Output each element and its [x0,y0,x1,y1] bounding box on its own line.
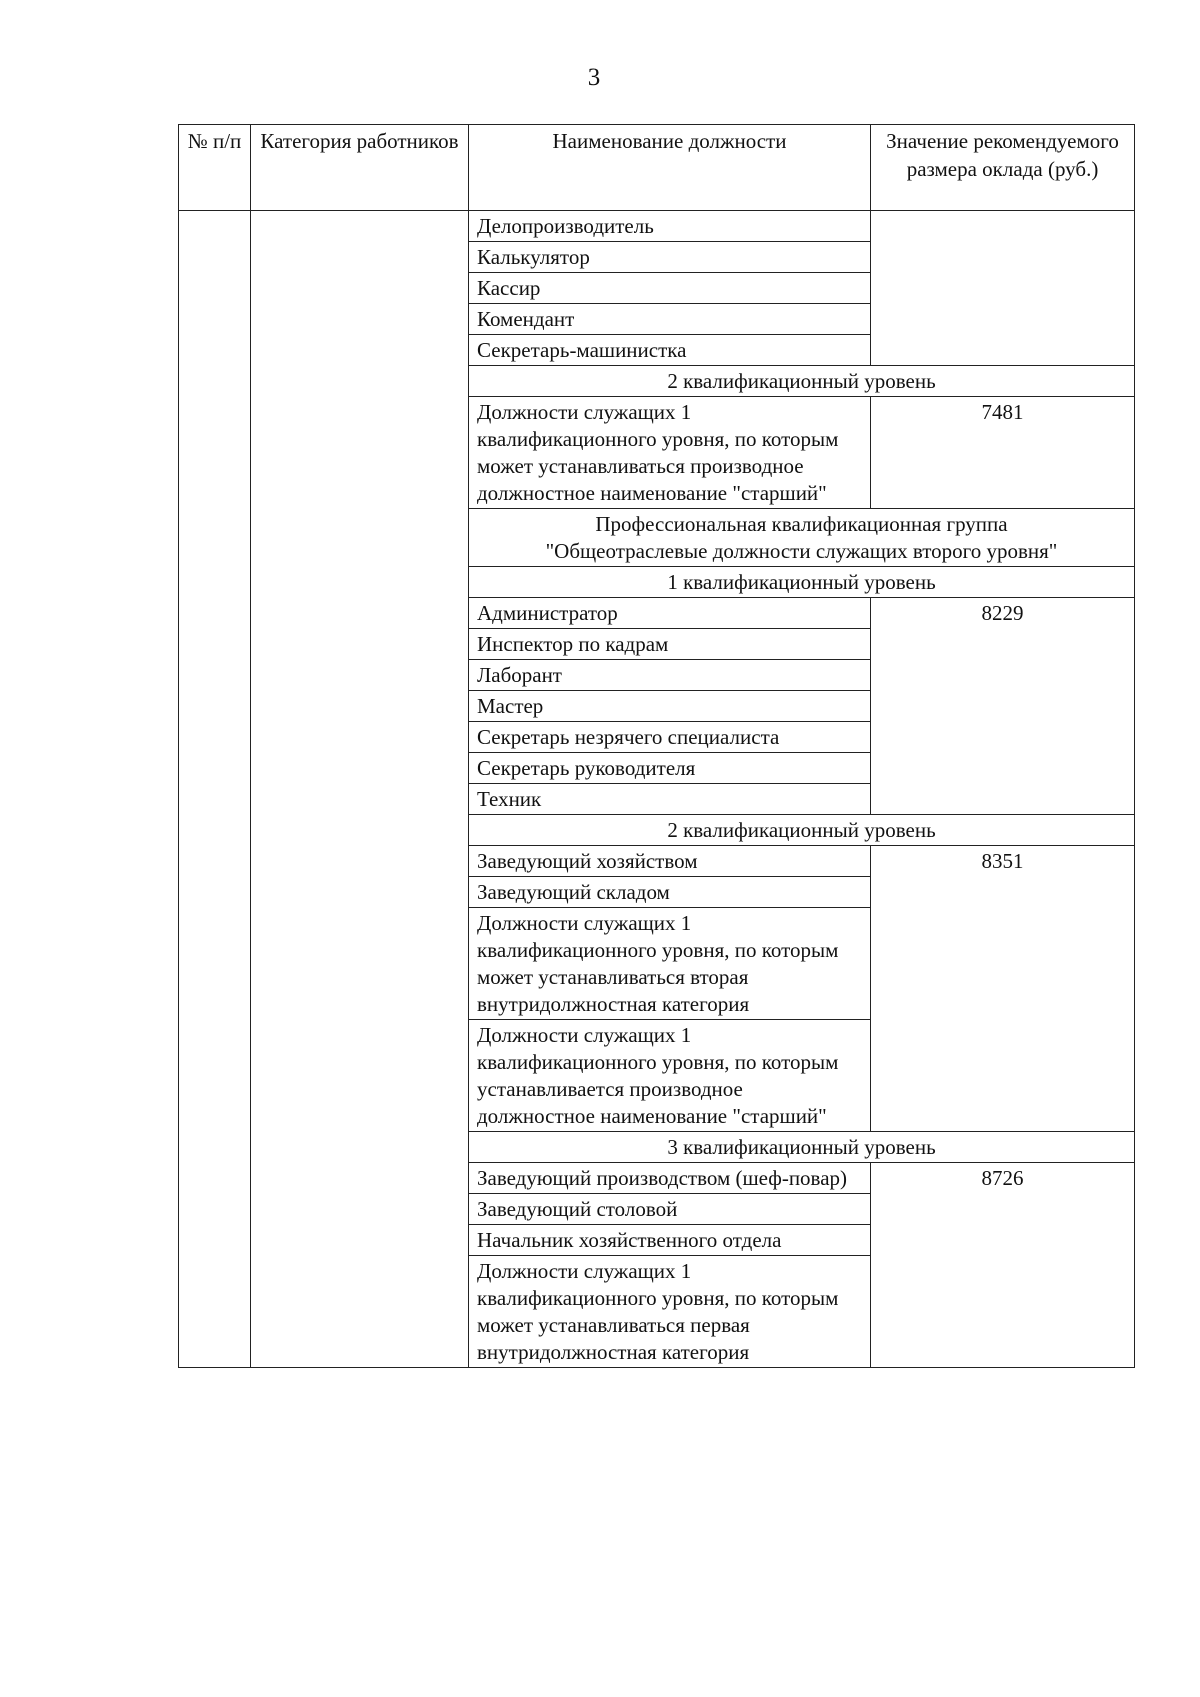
salary-value: 8726 [871,1163,1135,1368]
header-salary: Значение рекомендуемого размера оклада (руб.) [871,125,1135,211]
salary-value: 8351 [871,846,1135,1132]
position-cell: Секретарь незрячего специалиста [469,722,871,753]
position-cell: Должности служащих 1 квалификационного уровня, по которым устанавливается производное должностное наименование "старший" [469,1020,871,1132]
table-header-row [179,125,1135,211]
header-num: № п/п [179,125,251,211]
position-cell: Комендант [469,304,871,335]
salary-value: 8229 [871,598,1135,815]
salary-value: 7481 [871,397,1135,509]
position-cell: Делопроизводитель [469,211,871,242]
table-row [179,211,1135,242]
position-cell: Должности служащих 1 квалификационного уровня, по которым может устанавливаться вторая внутридолжностная категория [469,908,871,1020]
position-cell: Лаборант [469,660,871,691]
salary-cell [871,211,1135,366]
page-number: 3 [587,64,601,91]
header-category: Категория работников [251,125,469,211]
position-cell: Заведующий производством (шеф-повар) [469,1163,871,1194]
group-title [469,509,1135,567]
position-cell: Инспектор по кадрам [469,629,871,660]
position-cell: Техник [469,784,871,815]
group-title-line: Профессиональная квалификационная группа [595,512,1008,536]
position-cell: Начальник хозяйственного отдела [469,1225,871,1256]
level-title: 2 квалификационный уровень [469,366,1135,397]
position-cell: Секретарь-машинистка [469,335,871,366]
position-cell: Заведующий складом [469,877,871,908]
group-title-line: "Общеотраслевые должности служащих второго уровня" [545,539,1058,563]
category-cell [251,211,469,1368]
header-position: Наименование должности [469,125,871,211]
position-cell: Заведующий хозяйством [469,846,871,877]
position-cell: Мастер [469,691,871,722]
level-title: 1 квалификационный уровень [469,567,1135,598]
num-cell [179,211,251,1368]
position-cell: Калькулятор [469,242,871,273]
position-cell: Должности служащих 1 квалификационного уровня, по которым может устанавливаться первая внутридолжностная категория [469,1256,871,1368]
position-cell: Администратор [469,598,871,629]
salary-table [178,124,1135,1368]
position-cell: Заведующий столовой [469,1194,871,1225]
position-cell: Секретарь руководителя [469,753,871,784]
position-cell: Кассир [469,273,871,304]
level-title: 3 квалификационный уровень [469,1132,1135,1163]
position-cell: Должности служащих 1 квалификационного уровня, по которым может устанавливаться производное должностное наименование "старший" [469,397,871,509]
level-title: 2 квалификационный уровень [469,815,1135,846]
